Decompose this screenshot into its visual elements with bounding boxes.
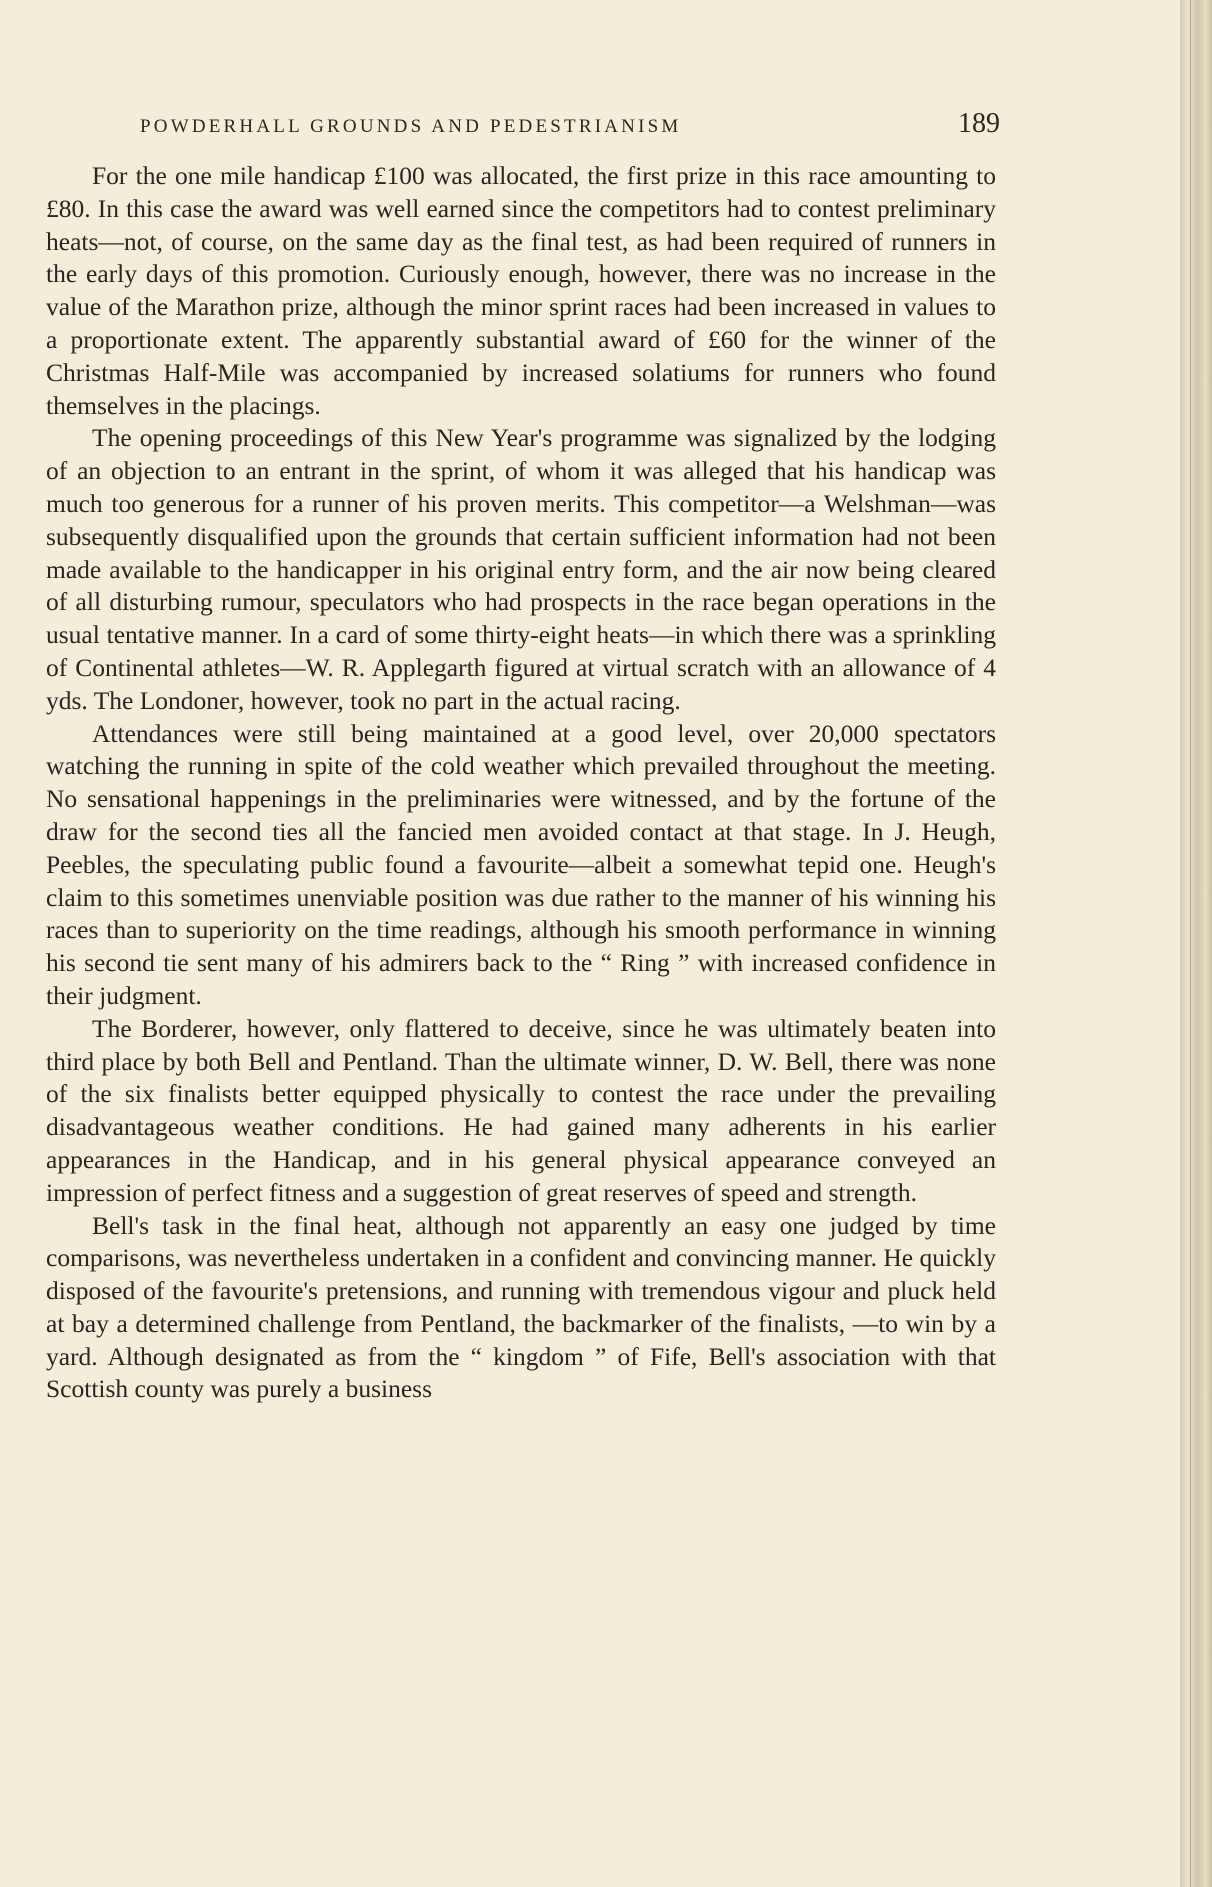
paragraph: Bell's task in the final heat, although not apparently an easy one judged by time comparisons, was nevertheless undertaken in a confident and convincing manner. He quickly disposed of the favourite's pretensions, and running with tremendous vigour and pluck held at bay a determined challenge from Pentland, the backmarker of the finalists, —to win by a yard. Although designated as from the “ kingdom ” of Fife, Bell's association with that Scottish county was purely a business [46,1210,996,1404]
page-header [140,108,1000,148]
paragraph: Attendances were still being maintained at a good level, over 20,000 spectators watching the running in spite of the cold weather which prevailed throughout the meeting. No sensational happenings in the preliminaries were witnessed, and by the fortune of the draw for the second ties all the fancied men avoided contact at that stage. In J. Heugh, Peebles, the speculating public found a favourite—albeit a somewhat tepid one. Heugh's claim to this sometimes unenviable position was due rather to the manner of his winning his races than to superiority on the time readings, although his smooth performance in winning his second tie sent many of his admirers back to the “ Ring ” with increased confidence in their judgment. [46,718,996,1010]
page-edge [1180,0,1212,1887]
paragraph: The Borderer, however, only flattered to deceive, since he was ultimately beaten into third place by both Bell and Pentland. Than the ultimate winner, D. W. Bell, there was none of the six finalists better equipped physically to contest the race under the prevailing disadvantageous weather conditions. He had gained many adherents in his earlier appearances in the Handicap, and in his general physical appearance conveyed an impression of perfect fitness and a suggestion of great reserves of speed and strength. [46,1013,996,1207]
page-number: 189 [958,108,1000,139]
paragraph: The opening proceedings of this New Year's programme was signalized by the lodging of an objection to an entrant in the sprint, of whom it was alleged that his handicap was much too generous for a runner of his proven merits. This competitor—a Welshman—was subsequently disqualified upon the grounds that certain sufficient information had not been made available to the handicapper in his original entry form, and the air now being cleared of all disturbing rumour, speculators who had prospects in the race began operations in the usual tentative manner. In a card of some thirty-eight heats—in which there was a sprinkling of Continental athletes—W. R. Applegarth figured at virtual scratch with an allowance of 4 yds. The Londoner, however, took no part in the actual racing. [46,423,996,715]
paragraph: For the one mile handicap £100 was allocated, the first prize in this race amounting to £80. In this case the award was well earned since the competitors had to contest preliminary heats—not, of course, on the same day as the final test, as had been required of runners in the early days of this promotion. Curiously enough, however, there was no increase in the value of the Marathon prize, although the minor sprint races had been increased in values to a proportionate extent. The apparently substantial award of £60 for the winner of the Christmas Half-Mile was accompanied by increased solatiums for runners who found themselves in the placings. [46,161,996,420]
running-head: POWDERHALL GROUNDS AND PEDESTRIANISM [140,116,682,137]
body-text [46,160,996,1406]
